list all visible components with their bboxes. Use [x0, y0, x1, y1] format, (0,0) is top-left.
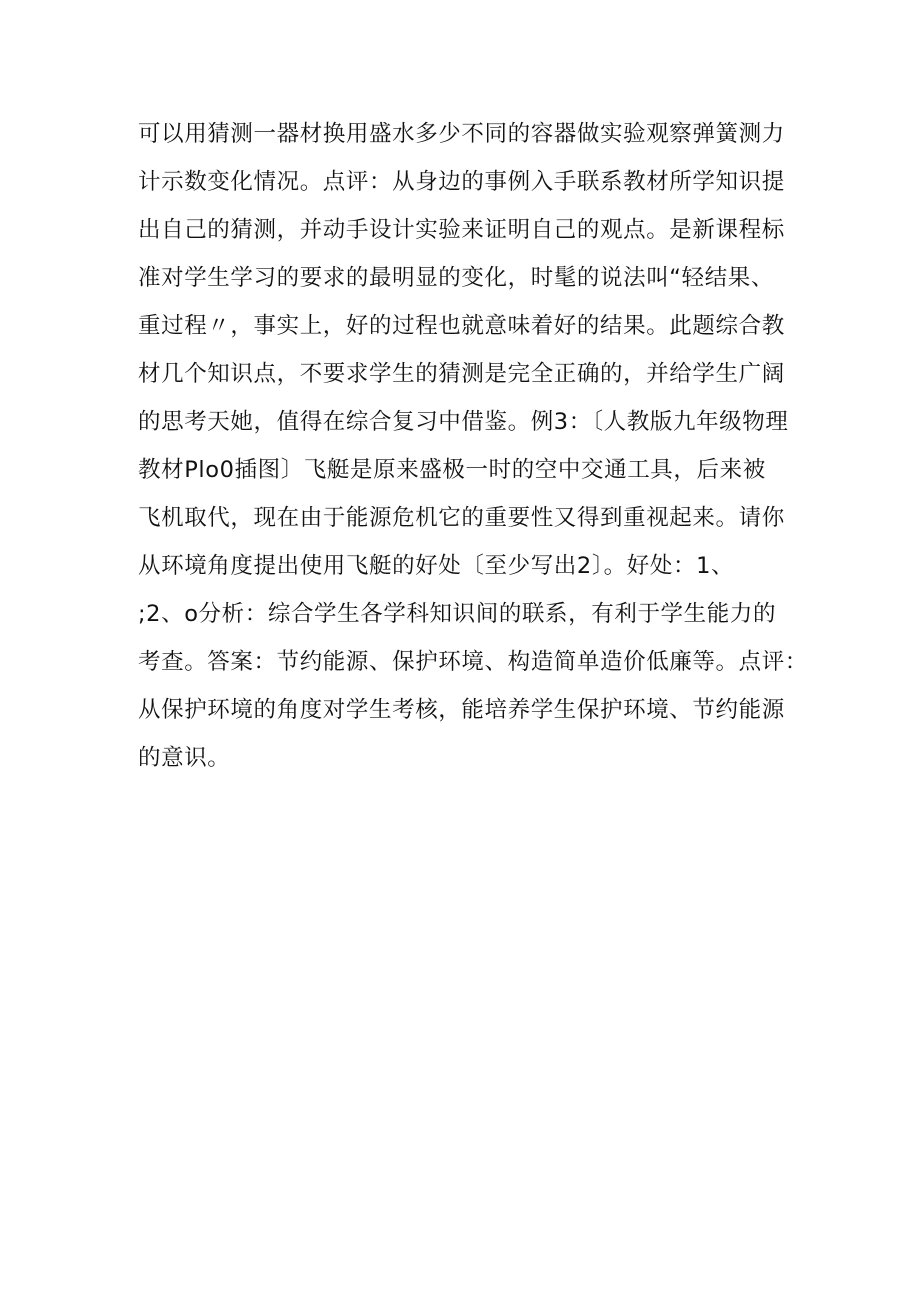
text-line-13: 从保护环境的角度对学生考核，能培养学生保护环境、节约能源	[138, 697, 785, 723]
text-line-10: 从环境角度提出使用飞艇的好处〔至少写出2〕。好处：1、	[138, 553, 735, 579]
body-text	[138, 110, 818, 782]
text-line-2: 计示数变化情况。点评：从身边的事例入手联系教材所学知识提	[138, 169, 785, 195]
text-line-11: ;2、o分析：综合学生各学科知识间的联系，有利于学生能力的	[138, 601, 777, 627]
text-line-4: 准对学生学习的要求的最明显的变化，时髦的说法叫“轻结果、	[138, 265, 774, 291]
text-line-1: 可以用猜测一器材换用盛水多少不同的容器做实验观察弹簧测力	[138, 121, 785, 147]
text-line-14: 的意识。	[138, 745, 231, 771]
text-line-5: 重过程〃，事实上，好的过程也就意味着好的结果。此题综合教	[138, 313, 785, 339]
text-line-3: 出自己的猜测，并动手设计实验来证明自己的观点。是新课程标	[138, 217, 785, 243]
text-line-9: 飞机取代，现在由于能源危机它的重要性又得到重视起来。请你	[138, 505, 785, 531]
text-line-8: 教材Plo0插图〕飞艇是原来盛极一时的空中交通工具，后来被	[138, 457, 766, 483]
text-line-6: 材几个知识点，不要求学生的猜测是完全正确的，并给学生广阔	[138, 361, 785, 387]
text-line-12: 考查。答案：节约能源、保护环境、构造简单造价低廉等。点评：	[138, 649, 808, 675]
text-line-7: 的思考天她，值得在综合复习中借鉴。例3：〔人教版九年级物理	[138, 409, 789, 435]
